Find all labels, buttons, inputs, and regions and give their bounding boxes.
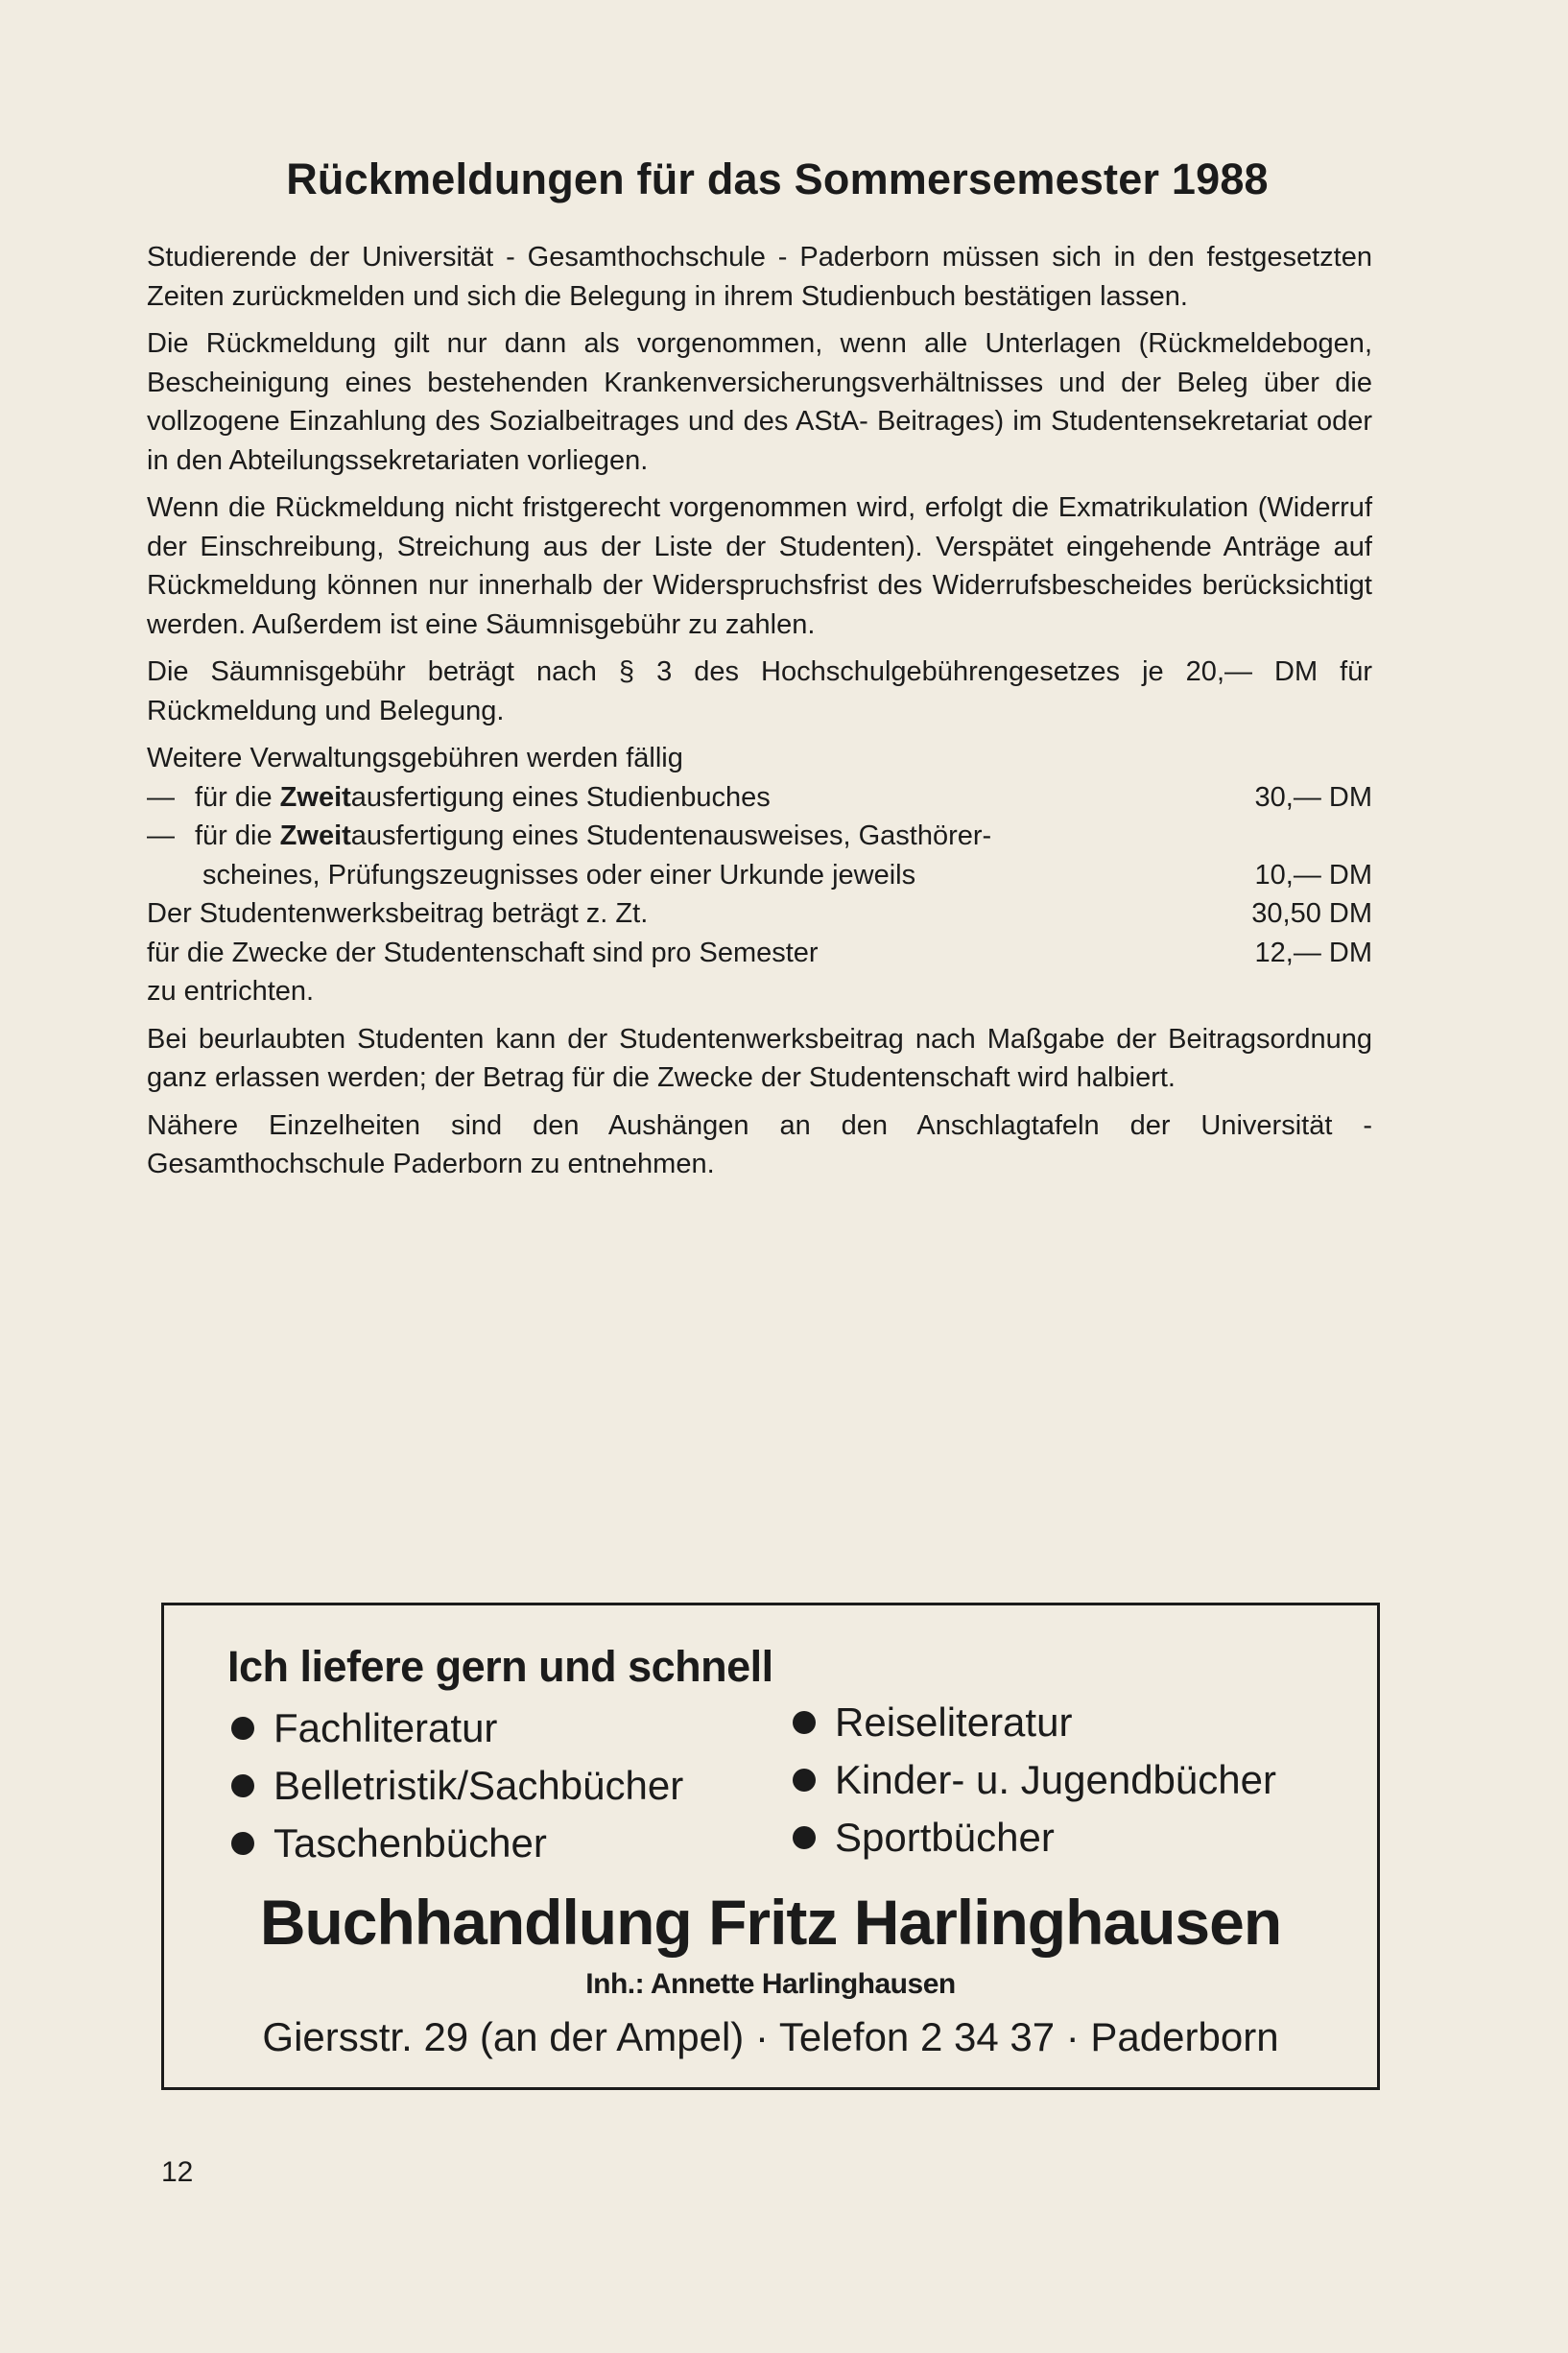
paragraph-exmatriculation: Wenn die Rückmeldung nicht fristgerecht vorgenommen wird, erfolgt die Exmatrikulation (Widerruf der Einschreibung, Streichung aus der Liste der Studenten). Verspätet eingehende Anträge auf Rückmeldung können nur innerhalb der Widerspruchsfrist des Widerrufsbescheides berücksichtigt werden. Außerdem ist eine Säumnisgebühr zu zahlen. — [147, 492, 1372, 640]
fee-row-studentenwerk — [147, 894, 1372, 934]
fee-item-bold: Zweit — [279, 781, 351, 813]
fee-item-prefix: für die — [195, 781, 280, 813]
bullet-icon — [231, 1832, 254, 1855]
shop-name: Buchhandlung Fritz Harlinghausen — [259, 1887, 1282, 1958]
ad-list-right — [793, 1694, 1276, 1866]
list-item: Kinder- u. Jugendbücher — [793, 1751, 1276, 1809]
dash-mark: — — [147, 820, 175, 851]
fee-row-studentenschaft — [147, 934, 1372, 973]
fee-row-studienbuch — [147, 778, 1372, 818]
ad-list-left — [231, 1699, 683, 1872]
article-body — [147, 238, 1372, 1193]
list-item: Sportbücher — [793, 1809, 1276, 1866]
paragraph-documents: Die Rückmeldung gilt nur dann als vorgenommen, wenn alle Unterlagen (Rückmeldebogen, Bescheinigung eines bestehenden Krankenversicherungsverhältnisses und der Beleg über die vollzogene Einzahlung des Sozialbeitrages und des AStA- Beitrages) im Studentensekretariat oder in den Abteilungssekretariaten vorliegen. — [147, 328, 1372, 476]
shop-owner: Inh.: Annette Harlinghausen — [585, 1968, 956, 2000]
fee-label: für die Zwecke der Studentenschaft sind pro Semester — [147, 937, 819, 968]
dash-mark: — — [147, 781, 175, 813]
paragraph-leave-of-absence: Bei beurlaubten Studenten kann der Studentenwerksbeitrag nach Maßgabe der Beitragsordnung ganz erlassen werden; der Betrag für die Zwecke der Studentenschaft wird halbiert. — [147, 1023, 1372, 1093]
bullet-icon — [231, 1717, 254, 1740]
page-number: 12 — [161, 2156, 194, 2188]
fee-row-ausweis-continued — [147, 856, 1372, 895]
fee-amount: 12,— DM — [1254, 937, 1372, 968]
fee-label-continued: zu entrichten. — [147, 976, 315, 1007]
bullet-icon — [793, 1769, 816, 1792]
fee-item-text: scheines, Prüfungszeugnisses oder einer Urkunde jeweils — [202, 859, 916, 891]
fee-intro: Weitere Verwaltungsgebühren werden fällig — [147, 743, 683, 773]
bookstore-advertisement — [161, 1603, 1380, 2090]
fee-item-prefix: für die — [195, 820, 280, 851]
list-item: Taschenbücher — [231, 1815, 683, 1872]
bullet-icon — [793, 1711, 816, 1734]
shop-address: Giersstr. 29 (an der Ampel) · Telefon 2 34 37 · Paderborn — [262, 2014, 1279, 2059]
list-item: Fachliteratur — [231, 1699, 683, 1757]
paragraph-registration: Studierende der Universität - Gesamthochschule - Paderborn müssen sich in den festgesetzten Zeiten zurückmelden und sich die Belegung in ihrem Studienbuch bestätigen lassen. — [147, 242, 1372, 312]
paragraph-late-fee: Die Säumnisgebühr beträgt nach § 3 des Hochschulgebührengesetzes je 20,— DM für Rückmeldung und Belegung. — [147, 656, 1372, 726]
fee-row-ausweis — [147, 817, 1372, 856]
page-title: Rückmeldungen für das Sommersemester 1988 — [286, 154, 1269, 203]
list-item: Belletristik/Sachbücher — [231, 1757, 683, 1815]
list-item: Reiseliteratur — [793, 1694, 1276, 1751]
fee-item-text: ausfertigung eines Studentenausweises, Gasthörer- — [350, 820, 992, 851]
bullet-icon — [793, 1826, 816, 1849]
fee-amount: 30,— DM — [1254, 781, 1372, 813]
fee-amount: 30,50 DM — [1251, 898, 1372, 929]
fee-label: Der Studentenwerksbeitrag beträgt z. Zt. — [147, 898, 649, 929]
fee-list — [147, 739, 1372, 1011]
bullet-icon — [231, 1774, 254, 1797]
paragraph-details: Nähere Einzelheiten sind den Aushängen an den Anschlagtafeln der Universität - Gesamthochschule Paderborn zu entnehmen. — [147, 1109, 1372, 1179]
ad-headline: Ich liefere gern und schnell — [227, 1642, 773, 1691]
fee-amount: 10,— DM — [1254, 859, 1372, 891]
fee-item-bold: Zweit — [279, 820, 351, 851]
fee-item-text: ausfertigung eines Studienbuches — [350, 781, 771, 813]
